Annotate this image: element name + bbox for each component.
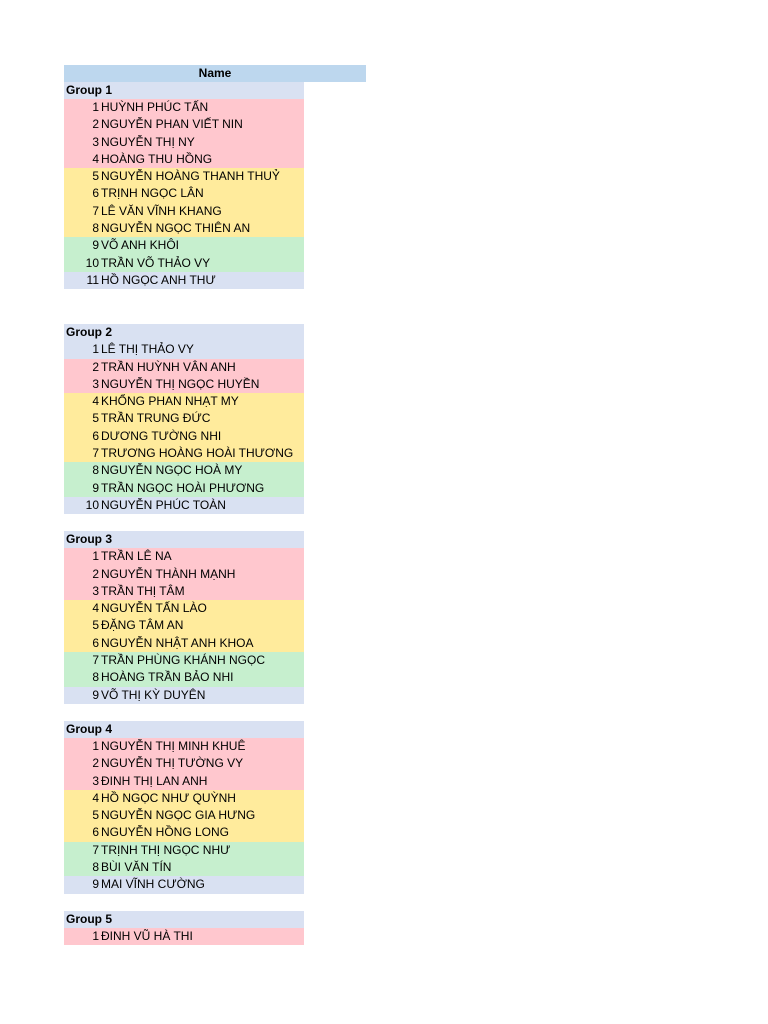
member-name: HOÀNG TRẦN BẢO NHI [101,670,234,685]
member-number: 5 [92,411,99,426]
member-name: NGUYỄN THỊ MINH KHUÊ [101,738,246,753]
member-row[interactable] [64,185,304,202]
member-row[interactable] [64,635,304,652]
member-name: HỒ NGỌC ANH THƯ [101,272,216,287]
member-name: NGUYỄN HOÀNG THANH THUỶ [101,169,280,184]
member-number: 4 [92,601,99,616]
member-number: 8 [92,859,99,874]
member-row[interactable] [64,376,304,393]
member-name: TRẦN NGỌC HOÀI PHƯƠNG [101,480,265,495]
member-number: 1 [92,342,99,357]
member-name: TRẦN LÊ NA [101,549,172,564]
member-name: NGUYỄN THỊ NY [101,134,195,149]
member-number: 1 [92,100,99,114]
member-number: 9 [92,877,99,892]
member-name: NGUYỄN TẤN LÀO [101,601,207,616]
member-row[interactable] [64,583,304,600]
member-row[interactable] [64,790,304,807]
member-name: LÊ VĂN VĨNH KHANG [101,203,222,218]
member-name: NGUYỄN HỒNG LONG [101,825,230,840]
member-name: NGUYỄN THÀNH MẠNH [101,566,236,581]
member-number: 6 [92,428,99,443]
member-name: VÕ ANH KHÔI [101,238,180,253]
group-title[interactable]: Group 4 [64,721,304,738]
member-row[interactable] [64,652,304,669]
member-row[interactable] [64,617,304,634]
member-name: MAI VĨNH CƯỜNG [101,877,205,892]
member-row[interactable] [64,497,304,514]
member-name: DƯƠNG TƯỜNG NHI [101,428,222,443]
member-row[interactable] [64,151,304,168]
member-row[interactable] [64,410,304,427]
member-row[interactable] [64,928,304,945]
member-number: 7 [92,446,99,461]
group-spacer [64,289,366,324]
member-number: 9 [92,238,99,253]
member-name: TRỊNH NGỌC LÂN [101,186,204,201]
member-row[interactable] [64,807,304,824]
group-block [64,531,304,704]
member-number: 5 [92,618,99,633]
member-row[interactable] [64,738,304,755]
member-number: 4 [92,394,99,409]
group-spacer [64,704,366,721]
member-number: 1 [92,549,99,564]
member-name: HỒ NGỌC NHƯ QUỲNH [101,790,236,805]
member-name: NGUYỄN NGỌC HOÀ MY [101,463,243,478]
member-name: TRẦN TRUNG ĐỨC [101,411,211,426]
group-title[interactable]: Group 5 [64,911,304,928]
group-block [64,82,304,289]
member-number: 2 [92,566,99,581]
group-spacer [64,894,366,911]
member-number: 1 [92,738,99,753]
member-row[interactable] [64,480,304,497]
member-number: 4 [92,790,99,805]
member-number: 3 [92,134,99,149]
member-name: ĐINH THỊ LAN ANH [101,773,208,788]
member-name: NGUYỄN PHÚC TOÀN [101,497,226,512]
member-row[interactable] [64,687,304,704]
member-row[interactable] [64,773,304,790]
member-number: 8 [92,670,99,685]
member-number: 3 [92,376,99,391]
member-number: 7 [92,653,99,668]
group-block [64,721,304,894]
member-name: TRẦN PHÙNG KHÁNH NGỌC [101,653,266,668]
member-name: HOÀNG THU HỒNG [101,151,213,166]
member-name: NGUYỄN NHẬT ANH KHOA [101,635,254,650]
member-name: NGUYỄN THỊ NGỌC HUYỀN [101,376,260,391]
member-number: 8 [92,221,99,236]
member-number: 10 [85,255,99,270]
member-row[interactable] [64,445,304,462]
member-row[interactable] [64,600,304,617]
member-row[interactable] [64,203,304,220]
member-number: 3 [92,583,99,598]
group-block [64,911,304,945]
member-row[interactable] [64,359,304,376]
member-row[interactable] [64,393,304,410]
groups-container [64,82,366,945]
member-name: ĐẶNG TÂM AN [101,618,184,633]
group-block [64,324,304,514]
member-name: NGUYỄN NGỌC GIA HƯNG [101,808,256,823]
member-number: 10 [85,497,99,512]
member-row[interactable] [64,116,304,133]
member-number: 6 [92,825,99,840]
member-name: TRẦN THỊ TÂM [101,583,185,598]
member-row[interactable] [64,220,304,237]
group-spacer [64,514,366,531]
member-row[interactable] [64,669,304,686]
member-name: TRẦN HUỲNH VÂN ANH [101,359,236,374]
member-row[interactable] [64,876,304,893]
member-number: 8 [92,463,99,478]
member-row[interactable] [64,428,304,445]
member-number: 6 [92,186,99,201]
member-name: NGUYỄN PHAN VIẾT NIN [101,117,243,132]
member-row[interactable] [64,134,304,151]
member-number: 7 [92,842,99,857]
group-title[interactable]: Group 3 [64,531,304,548]
member-number: 2 [92,359,99,374]
member-name: BÙI VĂN TÍN [101,859,172,874]
member-number: 4 [92,151,99,166]
member-name: LÊ THỊ THẢO VY [101,342,194,357]
member-row[interactable] [64,755,304,772]
member-row[interactable] [64,824,304,841]
member-number: 5 [92,169,99,184]
member-number: 11 [86,272,99,287]
member-row[interactable] [64,859,304,876]
member-name: VÕ THỊ KỲ DUYÊN [101,687,206,702]
member-number: 1 [92,928,99,943]
member-row[interactable] [64,548,304,565]
member-number: 9 [92,687,99,702]
member-name: HUỲNH PHÚC TẤN [101,100,209,114]
member-row[interactable] [64,341,304,358]
member-name: NGUYỄN NGỌC THIÊN AN [101,221,251,236]
member-name: TRẦN VÕ THẢO VY [101,255,211,270]
name-column-header[interactable]: Name [64,65,366,82]
member-number: 6 [92,635,99,650]
group-title[interactable]: Group 2 [64,324,304,341]
member-name: TRƯƠNG HOÀNG HOÀI THƯƠNG [101,446,294,461]
member-number: 9 [92,480,99,495]
member-row[interactable] [64,237,304,254]
member-row[interactable] [64,99,304,116]
spreadsheet-sheet [64,65,366,945]
group-title[interactable]: Group 1 [64,82,304,99]
member-row[interactable] [64,272,304,289]
member-name: TRỊNH THỊ NGỌC NHƯ [101,842,231,857]
member-row[interactable] [64,255,304,272]
member-number: 2 [92,756,99,771]
member-number: 7 [92,203,99,218]
member-row[interactable] [64,566,304,583]
member-number: 2 [92,117,99,132]
member-name: NGUYỄN THỊ TƯỜNG VY [101,756,244,771]
member-row[interactable] [64,168,304,185]
member-name: KHỔNG PHAN NHẠT MY [101,394,239,409]
member-name: ĐINH VŨ HÀ THI [101,928,193,943]
member-number: 3 [92,773,99,788]
member-number: 5 [92,808,99,823]
member-row[interactable] [64,842,304,859]
member-row[interactable] [64,462,304,479]
